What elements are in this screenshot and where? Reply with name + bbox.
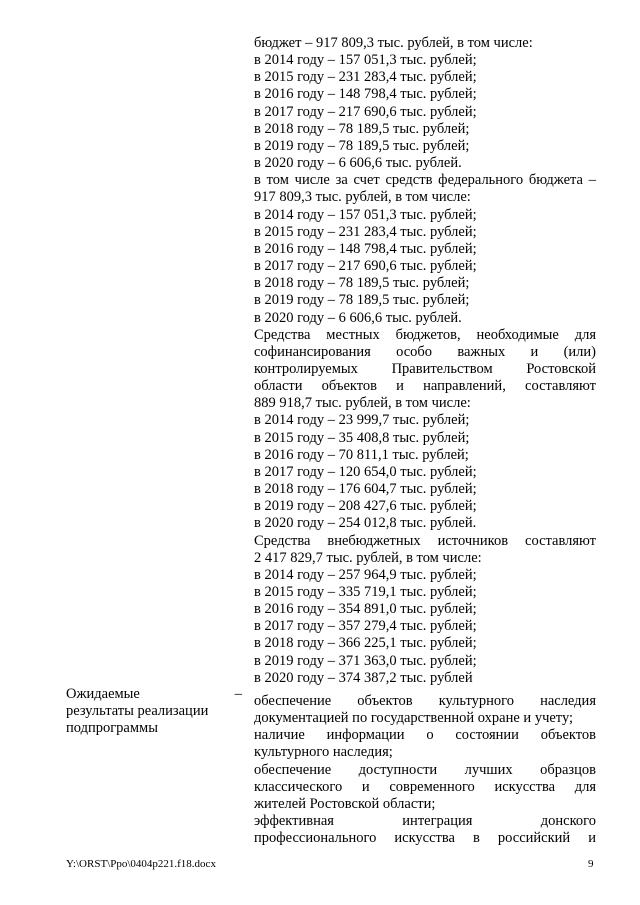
footer-file-path: Y:\ORST\Ppo\0404p221.f18.docx [66,858,216,870]
result-2-last: культурного наследия; [254,744,393,761]
fed-sub-year-2016: в 2016 году – 148 798,4 тыс. рублей; [254,240,477,257]
fed-budget-total: бюджет – 917 809,3 тыс. рублей, в том числе: [254,35,533,51]
fed-year-2014: в 2014 году – 157 051,3 тыс. рублей; [254,52,477,69]
local-total: 889 918,7 тыс. рублей, в том числе: [254,395,471,412]
extra-year-2018: в 2018 году – 366 225,1 тыс. рублей; [254,635,477,652]
extra-year-2015: в 2015 году – 335 719,1 тыс. рублей; [254,584,477,600]
result-4-line-1: эффективная интеграция донского [254,813,596,830]
fed-year-2015: в 2015 году – 231 283,4 тыс. рублей; [254,69,477,86]
fed-sub-year-2014: в 2014 году – 157 051,3 тыс. рублей; [254,206,477,223]
result-1-last: документацией по государственной охране и учету; [254,710,574,727]
result-3-line-2: классического и современного искусства для [254,778,596,795]
extra-year-2016: в 2016 году – 354 891,0 тыс. рублей; [254,601,477,618]
local-text-line-2: софинансирования особо важных и (или) [254,343,596,360]
fed-sub-year-2017: в 2017 году – 217 690,6 тыс. рублей; [254,258,477,275]
local-year-2018: в 2018 году – 176 604,7 тыс. рублей; [254,481,477,498]
result-4-line-2: профессионального искусства в российский и [254,830,596,847]
extra-text-line-1: Средства внебюджетных источников составляют [254,532,596,549]
local-year-2020: в 2020 году – 254 012,8 тыс. рублей. [254,515,477,532]
results-block [254,693,596,847]
result-1-line-1: обеспечение объектов культурного наследия [254,692,596,709]
extra-year-2020: в 2020 году – 374 387,2 тыс. рублей [254,669,473,686]
results-label-dash: – [234,686,242,702]
page-number: 9 [588,858,594,870]
fed-sub-year-2019: в 2019 году – 78 189,5 тыс. рублей; [254,292,470,309]
fed-year-2020: в 2020 году – 6 606,6 тыс. рублей. [254,155,462,172]
local-year-2017: в 2017 году – 120 654,0 тыс. рублей; [254,463,477,480]
results-label-line-2: результаты реализации [66,703,209,720]
fed-year-2018: в 2018 году – 78 189,5 тыс. рублей; [254,120,470,137]
fed-sub-year-2015: в 2015 году – 231 283,4 тыс. рублей; [254,223,477,240]
local-text-line-4: области объектов и направлений, составляют [254,378,596,395]
resource-block [254,35,596,847]
results-label-line-3: подпрограммы [66,720,158,737]
local-year-2014: в 2014 году – 23 999,7 тыс. рублей; [254,412,470,429]
results-label-word: Ожидаемые [66,686,140,702]
extra-year-2014: в 2014 году – 257 964,9 тыс. рублей; [254,566,477,583]
fed-year-2016: в 2016 году – 148 798,4 тыс. рублей; [254,86,477,103]
local-text-line-3: контролируемых Правительством Ростовской [254,360,596,377]
result-3-line-1: обеспечение доступности лучших образцов [254,761,596,778]
fed-sub-year-2020: в 2020 году – 6 606,6 тыс. рублей. [254,309,462,326]
extra-total: 2 417 829,7 тыс. рублей, в том числе: [254,549,482,566]
result-3-last: жителей Ростовской области; [254,795,436,812]
extra-year-2017: в 2017 году – 357 279,4 тыс. рублей; [254,618,477,635]
fed-sub-year-2018: в 2018 году – 78 189,5 тыс. рублей; [254,275,470,292]
extra-year-2019: в 2019 году – 371 363,0 тыс. рублей; [254,652,477,669]
fed-year-2017: в 2017 году – 217 690,6 тыс. рублей; [254,103,477,120]
fed-sub-heading: в том числе за счет средств федерального бюджета – [254,172,596,189]
results-label [66,686,242,737]
local-text-line-1: Средства местных бюджетов, необходимые для [254,326,596,343]
result-2-line-1: наличие информации о состоянии объектов [254,727,596,744]
local-year-2015: в 2015 году – 35 408,8 тыс. рублей; [254,429,470,446]
fed-sub-total: 917 809,3 тыс. рублей, в том числе: [254,189,471,206]
local-year-2019: в 2019 году – 208 427,6 тыс. рублей; [254,498,477,515]
fed-year-2019: в 2019 году – 78 189,5 тыс. рублей; [254,137,470,154]
local-year-2016: в 2016 году – 70 811,1 тыс. рублей; [254,446,469,463]
results-label-line-1 [66,686,242,703]
